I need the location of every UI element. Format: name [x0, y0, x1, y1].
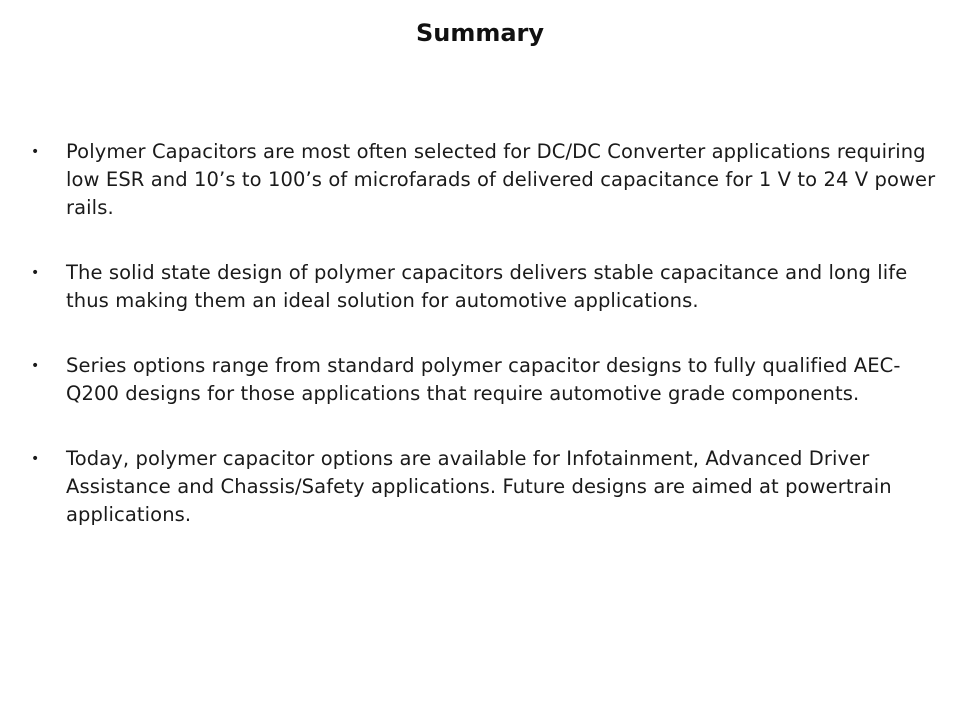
bullet-dot-icon: •: [31, 358, 40, 374]
slide-title: Summary: [415, 19, 545, 47]
bullet-text: Series options range from standard polymer capacitor designs to fully qualified AEC-Q200 designs for those applications that require automotive grade components.: [66, 354, 901, 405]
bullet-text: Polymer Capacitors are most often selected for DC/DC Converter applications requiring low ESR and 10’s to 100’s of microfarads of delivered capacitance for 1 V to 24 V power rails.: [66, 140, 936, 219]
bullet-item: [28, 259, 948, 315]
bullet-dot-icon: •: [31, 451, 40, 467]
bullet-item: [28, 138, 948, 222]
bullet-item: [28, 445, 948, 529]
bullet-text: The solid state design of polymer capacitors delivers stable capacitance and long life thus making them an ideal solution for automotive applications.: [66, 261, 908, 312]
bullet-item: [28, 352, 948, 408]
bullet-dot-icon: •: [31, 265, 40, 281]
summary-bullet-list: [28, 138, 948, 529]
bullet-text: Today, polymer capacitor options are available for Infotainment, Advanced Driver Assistance and Chassis/Safety applications. Future designs are aimed at powertrain applications.: [66, 447, 892, 526]
bullet-dot-icon: •: [31, 144, 40, 160]
